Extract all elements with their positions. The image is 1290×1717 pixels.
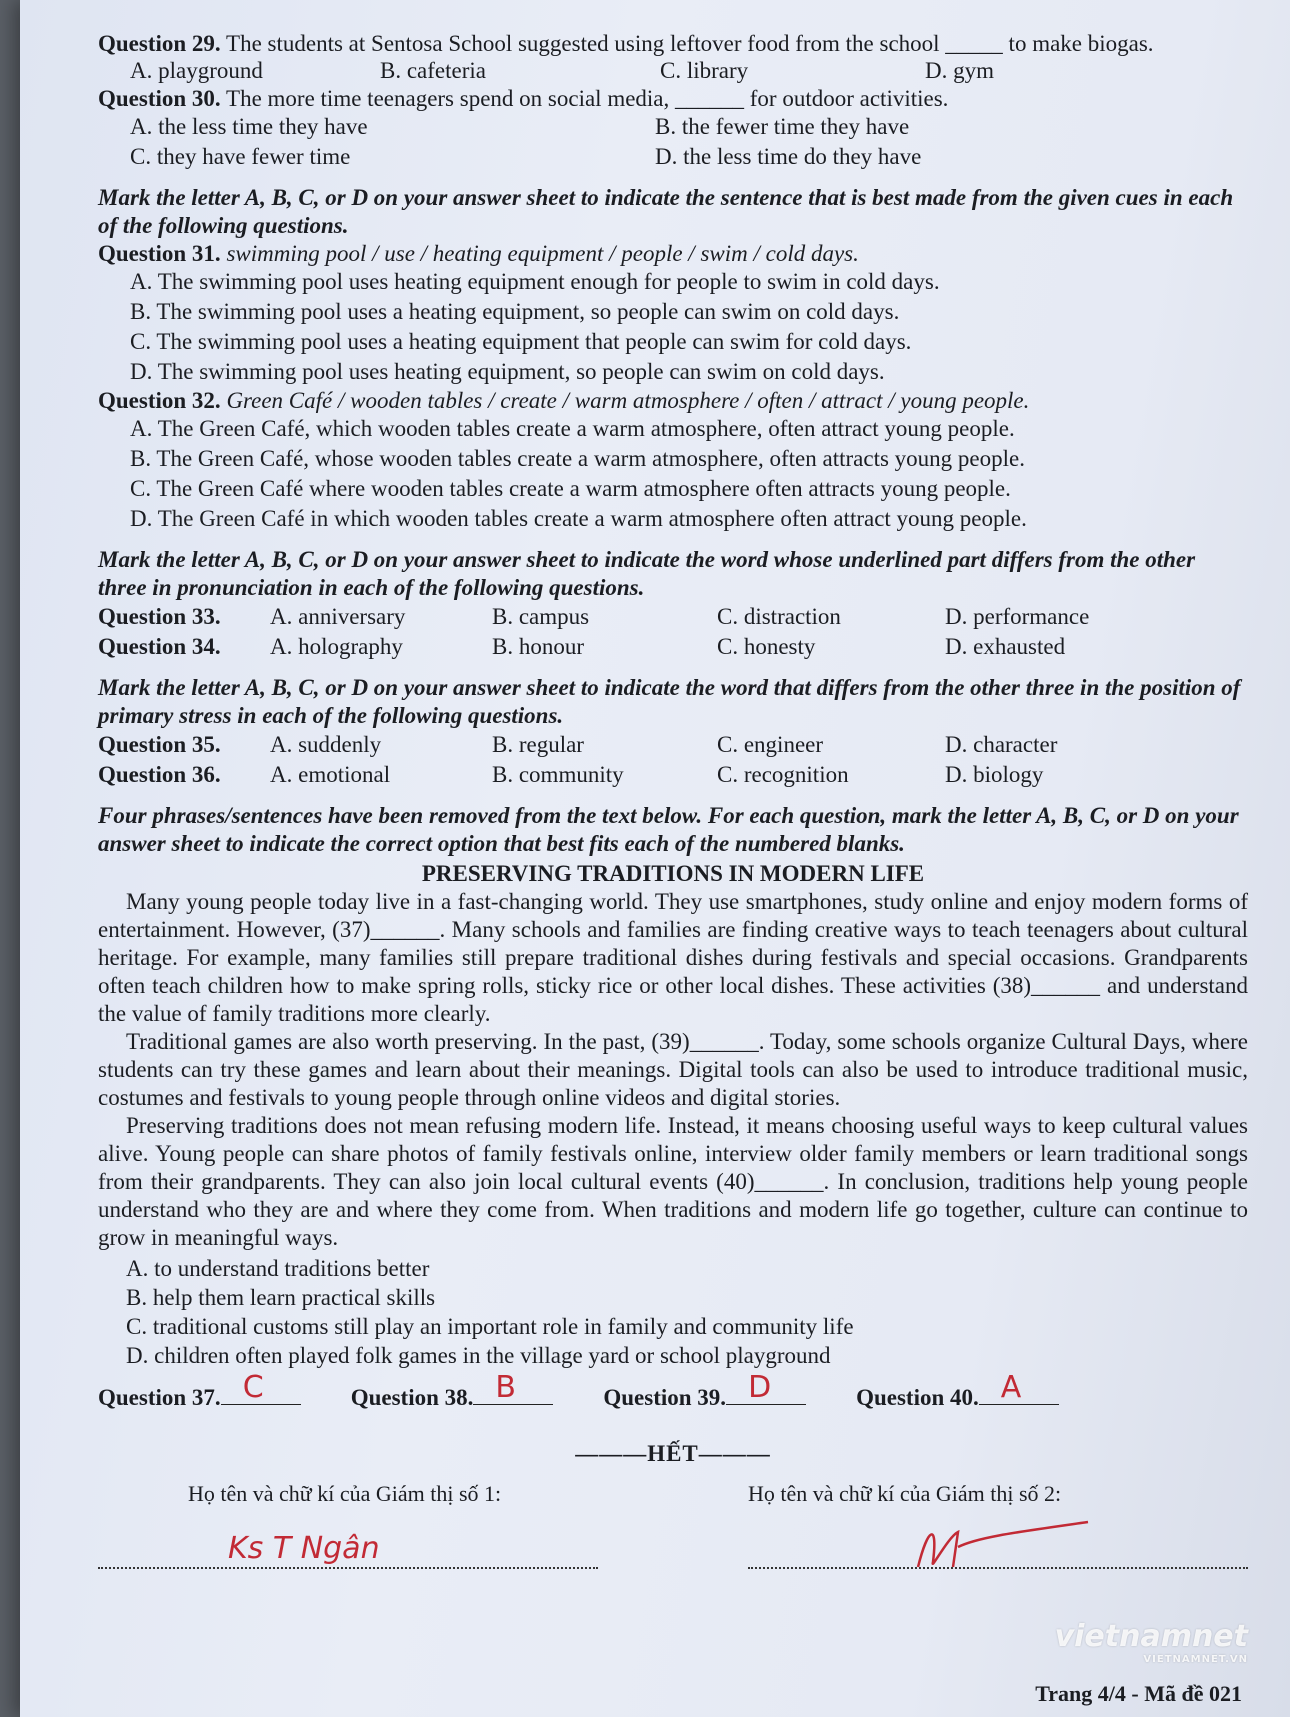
signature-line-2 — [748, 1567, 1248, 1569]
option: D. character — [945, 732, 1058, 757]
option: A. suddenly — [270, 732, 382, 757]
option: C. recognition — [717, 762, 849, 787]
signature-line-1 — [98, 1531, 598, 1569]
option: D. exhausted — [945, 634, 1066, 659]
option: D. children often played folk games in the village yard or school playground — [126, 1343, 831, 1368]
option: A. The swimming pool uses heating equipment enough for people to swim in cold days. — [130, 269, 940, 294]
question-31: Question 31. swimming pool / use / heating equipment / people / swim / cold days. — [98, 241, 859, 266]
option: B. campus — [492, 604, 590, 629]
passage-paragraph-3: Preserving traditions does not mean refusing modern life. Instead, it means choosing useful ways to keep cultural values alive. Young people can share photos of family festivals online, interview older family members or learn traditional songs from their grandparents. They can also join local cultural events (40)______. In conclusion, traditions help young people understand who they are and where they come from. When traditions and modern life go together, culture can continue to grow in meaningful ways. — [98, 1113, 1248, 1250]
signature-2-icon — [898, 1517, 1098, 1577]
option: C. distraction — [717, 604, 841, 629]
instruction-stress: Mark the letter A, B, C, or D on your answer sheet to indicate the word that differs from the other three in the position of primary stress in each of the following questions. — [98, 675, 1241, 728]
option: A. the less time they have — [130, 114, 368, 139]
signature-1: Ks T Ngân — [228, 1531, 380, 1566]
invigilator-1: Họ tên và chữ kí của Giám thị số 1: Ks T Ngân — [98, 1481, 598, 1569]
option: B. help them learn practical skills — [126, 1285, 436, 1310]
option: D. The Green Café in which wooden tables create a warm atmosphere often attract young people. — [130, 506, 1027, 531]
option: B. The swimming pool uses a heating equipment, so people can swim on cold days. — [130, 299, 900, 324]
q29-options — [98, 57, 1248, 85]
passage-paragraph-2: Traditional games are also worth preserving. In the past, (39)______. Today, some schools organize Cultural Days, where students can try these games and learn about their meanings. Digital tools can also be used to introduce traditional music, costumes and festivals to young people through online videos and digital stories. — [98, 1029, 1248, 1110]
option: C. they have fewer time — [130, 144, 351, 169]
question-29: Question 29. The students at Sentosa School suggested using leftover food from the school _____ to make biogas. — [98, 31, 1154, 56]
option: C. honesty — [717, 634, 816, 659]
option: A. holography — [270, 634, 403, 659]
handwritten-answer: D — [748, 1370, 772, 1405]
exam-content — [98, 30, 1248, 1569]
answer-39: Question 39. D — [603, 1384, 806, 1411]
end-mark: ———HẾT——— — [575, 1441, 771, 1466]
answer-blanks — [98, 1370, 1248, 1411]
option: B. cafeteria — [380, 58, 486, 83]
page-footer: Trang 4/4 - Mã đề 021 — [1035, 1681, 1242, 1706]
answer-40: Question 40. A — [856, 1384, 1059, 1411]
option: C. library — [660, 58, 749, 83]
passage-options — [98, 1254, 1248, 1370]
exam-page — [20, 0, 1290, 1717]
vietnamnet-logo: vietnamnet VIETNAMNET.VN — [1054, 1619, 1248, 1665]
option: B. honour — [492, 634, 584, 659]
option: D. performance — [945, 604, 1090, 629]
option: A. anniversary — [270, 604, 406, 629]
question-30: Question 30. The more time teenagers spend on social media, ______ for outdoor activities. — [98, 86, 949, 111]
option: C. The Green Café where wooden tables create a warm atmosphere often attracts young people. — [130, 476, 1011, 501]
q30-options — [98, 112, 1248, 172]
option: B. community — [492, 762, 624, 787]
question-33: Question 33. A. anniversary B. campus C. distraction D. performance — [98, 602, 1248, 632]
question-36: Question 36. A. emotional B. community C. recognition D. biology — [98, 760, 1248, 790]
option: A. The Green Café, which wooden tables create a warm atmosphere, often attract young people. — [130, 416, 1015, 441]
option: C. traditional customs still play an important role in family and community life — [126, 1314, 854, 1339]
instruction-sentence: Mark the letter A, B, C, or D on your answer sheet to indicate the sentence that is best made from the given cues in each of the following questions. — [98, 185, 1234, 238]
answer-37: Question 37. C — [98, 1384, 301, 1411]
instruction-pronunciation: Mark the letter A, B, C, or D on your answer sheet to indicate the word whose underlined part differs from the other three in pronunciation in each of the following questions. — [98, 547, 1196, 600]
option: A. playground — [130, 58, 263, 83]
question-34: Question 34. A. holography B. honour C. honesty D. exhausted — [98, 632, 1248, 662]
option: B. The Green Café, whose wooden tables create a warm atmosphere, often attracts young people. — [130, 446, 1025, 471]
passage-paragraph-1: Many young people today live in a fast-changing world. They use smartphones, study online and enjoy modern forms of entertainment. However, (37)______. Many schools and families are finding creative ways to teach teenagers about cultural heritage. For example, many families still prepare traditional dishes during festivals and special occasions. Grandparents often teach children how to make spring rolls, sticky rice or other local dishes. These activities (38)______ and understand the value of family traditions more clearly. — [98, 889, 1248, 1026]
signature-area — [98, 1481, 1248, 1569]
option: C. engineer — [717, 732, 824, 757]
option: A. to understand traditions better — [126, 1256, 430, 1281]
option: A. emotional — [270, 762, 391, 787]
option: D. gym — [925, 58, 994, 83]
option: B. regular — [492, 732, 584, 757]
handwritten-answer: A — [1000, 1370, 1022, 1405]
invigilator-2: Họ tên và chữ kí của Giám thị số 2: — [748, 1481, 1248, 1569]
handwritten-answer: B — [495, 1370, 516, 1405]
option: C. The swimming pool uses a heating equipment that people can swim for cold days. — [130, 329, 912, 354]
question-35: Question 35. A. suddenly B. regular C. engineer D. character — [98, 730, 1248, 760]
option: D. The swimming pool uses heating equipment, so people can swim on cold days. — [130, 359, 885, 384]
instruction-passage: Four phrases/sentences have been removed from the text below. For each question, mark the letter A, B, C, or D on your answer sheet to indicate the correct option that best fits each of the numbered blanks. — [98, 803, 1239, 856]
question-32: Question 32. Green Café / wooden tables / create / warm atmosphere / often / attract / young people. — [98, 388, 1030, 413]
option: B. the fewer time they have — [655, 114, 910, 139]
passage-title: PRESERVING TRADITIONS IN MODERN LIFE — [421, 861, 925, 886]
answer-38: Question 38. B — [351, 1384, 554, 1411]
option: D. biology — [945, 762, 1044, 787]
option: D. the less time do they have — [655, 144, 922, 169]
handwritten-answer: C — [242, 1370, 264, 1405]
